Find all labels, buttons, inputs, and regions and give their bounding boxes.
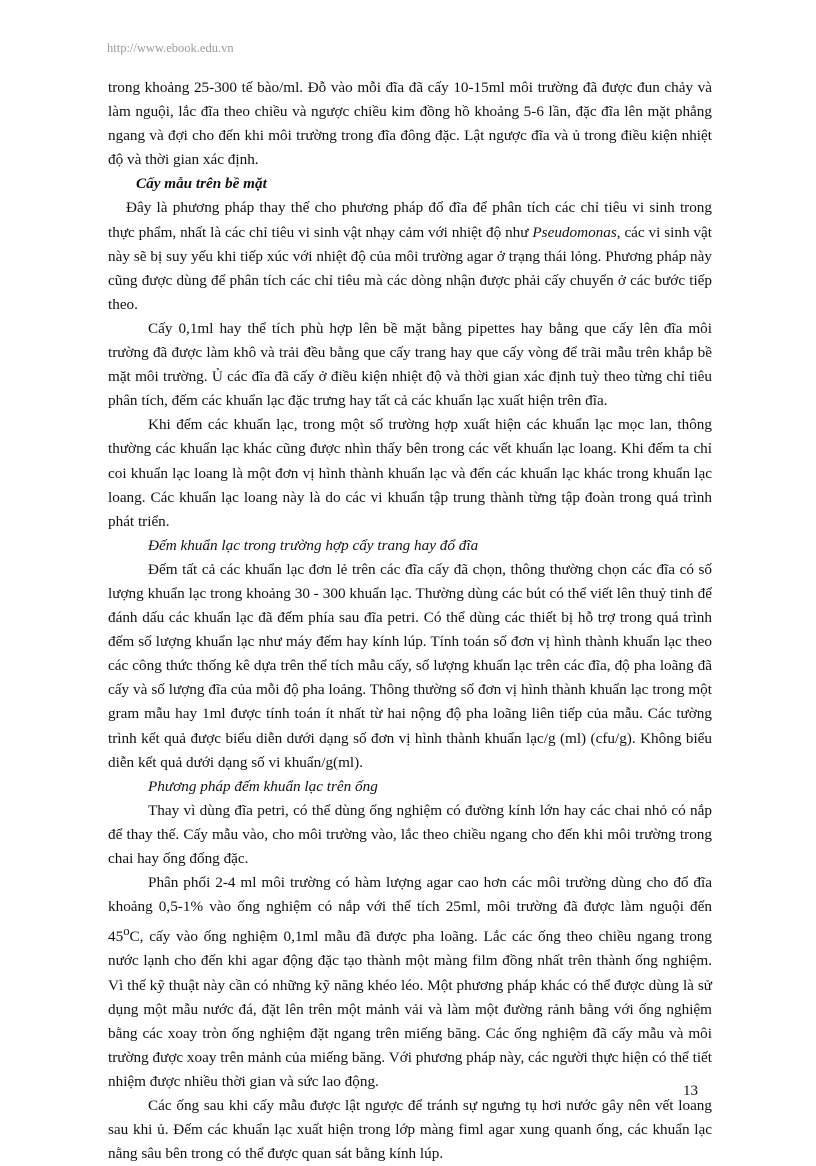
paragraph-spreading-colonies: Khi đếm các khuẩn lạc, trong một số trường hợp xuất hiện các khuẩn lạc mọc lan, thông thường các khuẩn lạc khác cũng được nhìn thấy bên trong các vết khuẩn lạc loang. Khi đếm ta chỉ coi khuẩn lạc loang là một đơn vị hình thành khuẩn lạc và đến các khuẩn lạc khác trong khuẩn lạc loang. Các khuẩn lạc loang này là do các vi khuẩn tập trung thành từng tập đoàn trong quá trình phát triển. (108, 416, 712, 530)
paragraph-tube-intro: Thay vì dùng đĩa petri, có thể dùng ống nghiệm có đường kính lớn hay các chai nhỏ có nắp để thay thế. Cấy mẫu vào, cho môi trường vào, lắc theo chiều ngang cho đến khi môi trường trong chai hay ống đống đặc. (108, 801, 712, 867)
heading-surface-plating: Cấy mẫu trên bề mặt (136, 175, 267, 193)
paragraph-pour-plate-end: trong khoảng 25-300 tế bào/ml. Đỗ vào mỗi đĩa đã cấy 10-15ml môi trường đã được đun chảy và làm nguội, lắc đĩa theo chiều và ngược chiều kim đồng hồ khoảng 5-6 lần, đặc đĩa lên mặt phẳng ngang và đợi cho đến khi môi trường trong đĩa đông đặc. Lật ngược đĩa và ủ trong điều kiện nhiệt độ và thời gian xác định. (108, 79, 712, 169)
header-url: http://www.ebook.edu.vn (107, 41, 234, 55)
paragraph-surface-intro (108, 196, 712, 316)
paragraph-tube-incubation: Các ống sau khi cấy mẫu được lật ngược để tránh sự ngưng tụ hơi nước gây nên vết loang sau khi ủ. Đếm các khuẩn lạc xuất hiện trong lớp màng fiml agar xung quanh ống, các khuẩn lạc nằng sâu bên trong có thể được quan sát bằng kính lúp. (108, 1097, 712, 1163)
heading-tube-method: Phương pháp đếm khuẩn lạc trên ống (148, 777, 378, 795)
paragraph-tube-procedure (108, 871, 712, 1094)
italic-genus: Pseudomonas (532, 223, 617, 241)
page-number: 13 (683, 1083, 698, 1099)
paragraph-surface-method: Cấy 0,1ml hay thể tích phù hợp lên bề mặt bằng pipettes hay bằng que cấy lên đĩa môi trường đã được làm khô và trải đều bằng que cấy trang hay que cấy vòng để trãi mẫu trên khắp bề mặt môi trường. Ủ các đĩa đã cấy ở điều kiện nhiệt độ và thời gian xác định tuỳ theo từng chỉ tiêu phân tích, đếm các khuẩn lạc đặc trưng hay tất cả các khuẩn lạc xuất hiện trên đĩa. (108, 319, 712, 410)
heading-colony-count: Đếm khuẩn lạc trong trường hợp cấy trang hay đổ đĩa (148, 536, 479, 554)
degree-superscript: o (123, 924, 130, 939)
text-span: , các vi sinh vật này sẽ bị suy yếu khi tiếp xúc với nhiệt độ của môi trường agar ở trạng thái lỏng. Phương pháp này cũng được dùng để phân tích các chỉ tiêu mà các dòng nhận được phải cấy chuyển ở các bước tiếp theo. (108, 223, 712, 313)
body-text (108, 76, 712, 1166)
paragraph-colony-count: Đếm tất cả các khuẩn lạc đơn lẻ trên các đĩa cấy đã chọn, thông thường chọn các đĩa có số lượng khuẩn lạc trong khoảng 30 - 300 khuẩn lạc. Thường dùng các bút có thể viết lên thuỷ tinh để đánh dấu các khuẩn lạc đã đếm phía sau đĩa petri. Có thể dùng các thiết bị hỗ trợ trong quá trình đếm số lượng khuẩn lạc như máy đếm hay kính lúp. Tính toán số đơn vị hình thành khuẩn lạc theo các công thức thống kê dựa trên thể tích mẫu cấy, số lượng khuẩn lạc trên các đĩa, độ pha loãng đã cấy và số lượng đĩa của mỗi độ pha loảng. Thông thường số đơn vị hình thành khuẩn lạc trong một gram mẫu hay 1ml được tính toán ít nhất từ hai nộng độ pha loãng liên tiếp của mẫu. Các tường trình kết quả được biểu diễn dưới dạng số đơn vị hình thành khuẩn lạc/g (ml) (cfu/g). Không biểu diễn kết quả dưới dạng số vi khuẩn/g(ml). (108, 560, 712, 771)
text-span: C, cấy vào ống nghiệm 0,1ml mẫu đã được pha loãng. Lắc các ống theo chiều ngang trong nước lạnh cho đến khi agar động đặc tạo thành một màng film đồng nhất trên thành ống nghiệm. Vì thế kỹ thuật này cần có những kỹ năng khéo léo. Một phương pháp khác có thể được dùng là sử dụng một mẫu nước đá, đặt lên trên một mảnh vải và làm một đường rảnh bằng với ống nghiệm bằng các xoay tròn ống nghiệm đặt ngang trên miếng băng. Các ống nghiệm đã cấy mẫu và môi trường được xoay trên mảnh của miếng băng. Với phương pháp này, các người thực hiện có thể tiết nhiệm được nhiều thời gian và sức lao động. (108, 928, 712, 1090)
text-span: Đây là phương pháp thay thế cho phương pháp đổ đĩa để phân tích các chỉ tiêu vi sinh trong thực phẩm, nhất là các chỉ tiêu vi sinh vật nhạy cảm với nhiệt độ như (108, 199, 712, 241)
text-span: Phân phối 2-4 ml môi trường có hàm lượng agar cao hơn các môi trường dùng cho đổ đĩa khoảng 0,5-1% vào ống nghiệm có nắp với thể tích 25ml, môi trường đã được làm nguội đến 45 (108, 874, 712, 946)
